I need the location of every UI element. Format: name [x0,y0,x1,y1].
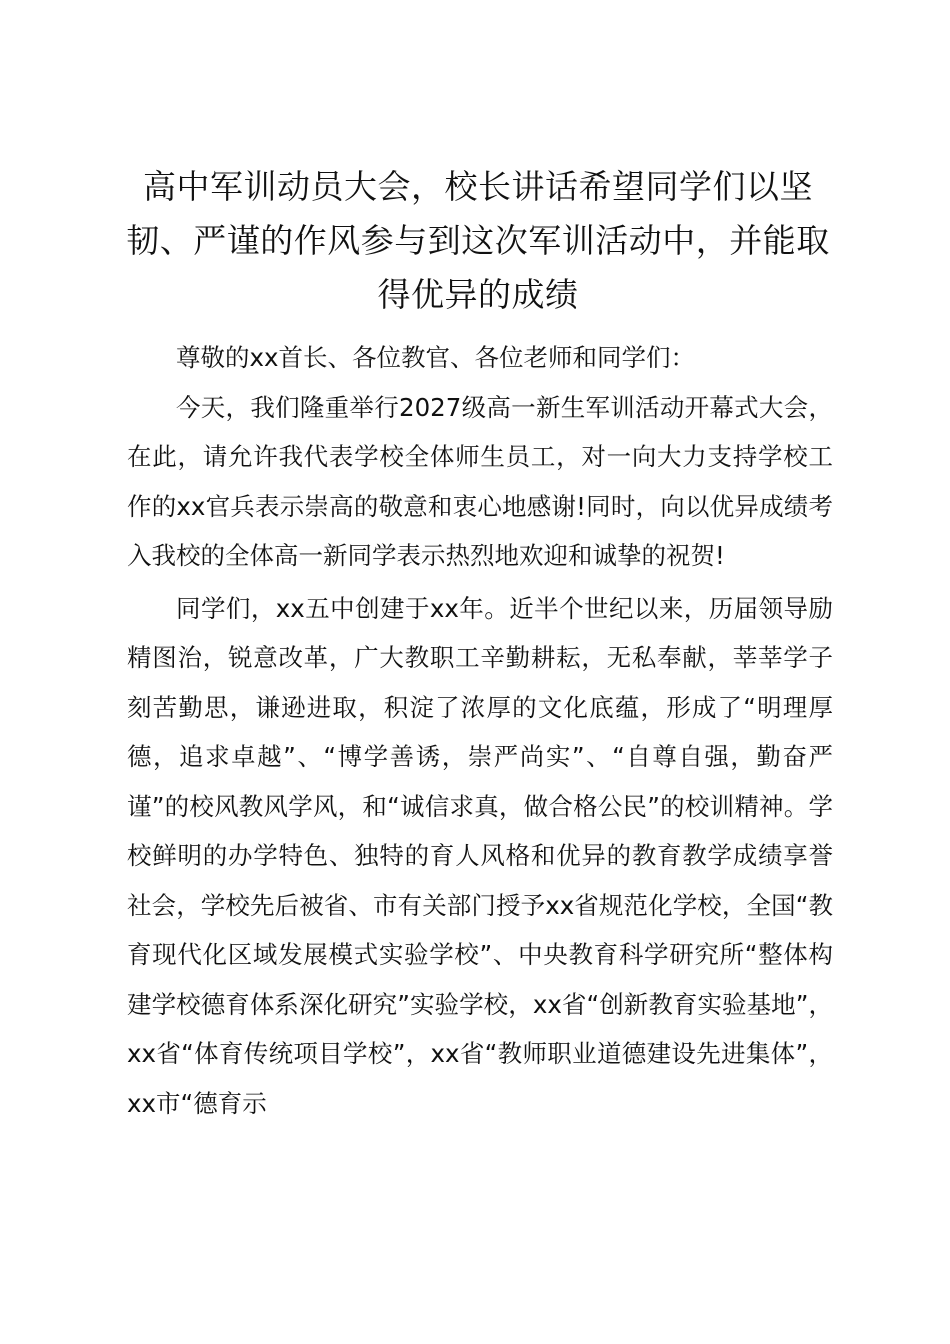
body-paragraph: 今天，我们隆重举行2027级高一新生军训活动开幕式大会，在此，请允许我代表学校全体师生员工，对一向大力支持学校工作的xx官兵表示崇高的敬意和衷心地感谢!同时，向以优异成绩考入我校的全体高一新同学表示热烈地欢迎和诚挚的祝贺! [127,392,833,570]
document-title: 高中军训动员大会，校长讲话希望同学们以坚韧、严谨的作风参与到这次军训活动中，并能取得优异的成绩 [126,167,830,314]
salutation-paragraph: 尊敬的xx首长、各位教官、各位老师和同学们： [176,343,695,372]
body-paragraph: 同学们，xx五中创建于xx年。近半个世纪以来，历届领导励精图治，锐意改革，广大教职工辛勤耕耘，无私奉献，莘莘学子刻苦勤思，谦逊进取，积淀了浓厚的文化底蕴，形成了“明理厚德，追求卓越”、“博学善诱，崇严尚实”、“自尊自强，勤奋严谨”的校风教风学风，和“诚信求真，做合格公民”的校训精神。学校鲜明的办学特色、独特的育人风格和优异的教育教学成绩享誉社会，学校先后被省、市有关部门授予xx省规范化学校，全国“教育现代化区域发展模式实验学校”、中央教育科学研究所“整体构建学校德育体系深化研究”实验学校，xx省“创新教育实验基地”，xx省“体育传统项目学校”，xx省“教师职业道德建设先进集体”，xx市“德育示 [127,593,833,1118]
document-body [127,333,833,1128]
